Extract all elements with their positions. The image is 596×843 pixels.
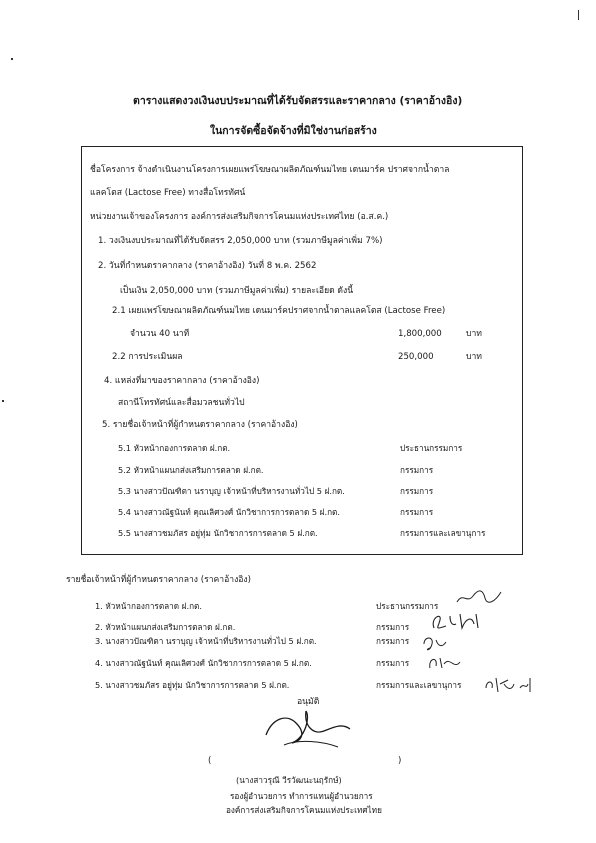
item-2-1-label: 2.1 เผยแพร่โฆษณาผลิตภัณฑ์นมไทย เดนมาร์คปราศจากน้ำตาลแลคโตส (Lactose Free): [112, 306, 446, 316]
signatory-role: กรรมการ: [376, 658, 410, 668]
committee-member-role: กรรมการ: [400, 507, 434, 517]
open-paren: (: [208, 756, 212, 766]
item-2-1-sub: จำนวน 40 นาที: [130, 329, 190, 339]
approval-label: อนุมัติ: [297, 697, 320, 707]
signatory-role: กรรมการ: [376, 622, 410, 632]
committee-member-name: 5.4 นางสาวณัฐนันท์ คุณเลิศวงศ์ นักวิชาการการตลาด 5 ฝ.กต.: [118, 507, 340, 517]
close-paren: ): [398, 756, 402, 766]
committee-heading: 5. รายชื่อเจ้าหน้าที่ผู้กำหนดราคากลาง (ราคาอ้างอิง): [102, 420, 298, 430]
price-amount-line: เป็นเงิน 2,050,000 บาท (รวมภาษีมูลค่าเพิ่ม) รายละเอียด ดังนี้: [120, 286, 354, 296]
signatory-name: 5. นางสาวชมภัสร อยู่ทุ่ม นักวิชาการการตลาด 5 ฝ.กต.: [95, 680, 290, 690]
scan-speck: [11, 58, 13, 60]
signatory-role: กรรมการ: [376, 636, 410, 646]
price-source-value: สถานีโทรทัศน์และสื่อมวลชนทั่วไป: [118, 398, 245, 408]
signatory-name: 3. นางสาวปัณฑิตา นราบุญ เจ้าหน้าที่บริหารงานทั่วไป 5 ฝ.กต.: [95, 636, 317, 646]
item-2-2-value: 250,000: [398, 352, 434, 362]
committee-member-role: ประธานกรรมการ: [400, 443, 463, 453]
committee-member-role: กรรมการ: [400, 486, 434, 496]
signature-mark-member-3: [420, 632, 450, 652]
document-subtitle: ในการจัดซื้อจัดจ้างที่มิใช่งานก่อสร้าง: [210, 125, 377, 137]
approver-organization: องค์การส่งเสริมกิจการโคนมแห่งประเทศไทย: [226, 805, 382, 815]
signatory-name: 2. หัวหน้าแผนกส่งเสริมการตลาด ฝ.กต.: [95, 622, 236, 632]
signatory-role: กรรมการและเลขานุการ: [376, 680, 462, 690]
approver-signature: [262, 705, 354, 751]
price-date-line: 2. วันที่กำหนดราคากลาง (ราคาอ้างอิง) วันที่ 8 พ.ค. 2562: [98, 261, 317, 271]
signatory-role: ประธานกรรมการ: [376, 601, 439, 611]
committee-member-name: 5.3 นางสาวปัณฑิตา นราบุญ เจ้าหน้าที่บริหารงานทั่วไป 5 ฝ.กต.: [118, 486, 345, 496]
budget-line: 1. วงเงินงบประมาณที่ได้รับจัดสรร 2,050,000 บาท (รวมภาษีมูลค่าเพิ่ม 7%): [98, 236, 383, 246]
committee-member-role: กรรมการและเลขานุการ: [400, 528, 486, 538]
project-name-line1: ชื่อโครงการ จ้างดำเนินงานโครงการเผยแพร่โฆษณาผลิตภัณฑ์นมไทย เดนมาร์ค ปราศจากน้ำตาล: [90, 165, 450, 175]
committee-member-name: 5.1 หัวหน้ากองการตลาด ฝ.กต.: [118, 443, 231, 453]
committee-member-role: กรรมการ: [400, 465, 434, 475]
price-source-heading: 4. แหล่งที่มาของราคากลาง (ราคาอ้างอิง): [104, 376, 260, 386]
document-title: ตารางแสดงวงเงินงบประมาณที่ได้รับจัดสรรและราคากลาง (ราคาอ้างอิง): [133, 95, 463, 107]
scan-speck: [2, 400, 4, 402]
project-name-line2: แลคโตส (Lactose Free) ทางสื่อโทรทัศน์: [90, 188, 246, 198]
item-2-1-unit: บาท: [466, 329, 482, 339]
approver-name: (นางสาวรุณี วีรวัฒนะนฤรักษ์): [236, 775, 342, 785]
signatories-heading: รายชื่อเจ้าหน้าที่ผู้กำหนดราคากลาง (ราคาอ้างอิง): [66, 575, 251, 585]
scan-speck: [578, 10, 579, 20]
item-2-1-value: 1,800,000: [398, 329, 442, 339]
signature-mark-secretary: [482, 674, 534, 696]
committee-member-name: 5.5 นางสาวชมภัสร อยู่ทุ่ม นักวิชาการการตลาด 5 ฝ.กต.: [118, 528, 318, 538]
signature-mark-member-2: [428, 610, 486, 632]
signatory-name: 4. นางสาวณัฐนันท์ คุณเลิศวงศ์ นักวิชาการการตลาด 5 ฝ.กต.: [95, 658, 312, 668]
signature-mark-member-4: [426, 652, 462, 672]
approver-title: รองผู้อำนวยการ ทำการแทนผู้อำนวยการ: [230, 791, 373, 801]
agency-line: หน่วยงานเจ้าของโครงการ องค์การส่งเสริมกิจการโคนมแห่งประเทศไทย (อ.ส.ค.): [90, 212, 389, 222]
signatory-name: 1. หัวหน้ากองการตลาด ฝ.กต.: [95, 601, 202, 611]
signature-mark-chair: [455, 588, 503, 606]
item-2-2-label: 2.2 การประเมินผล: [112, 352, 183, 362]
item-2-2-unit: บาท: [466, 352, 482, 362]
committee-member-name: 5.2 หัวหน้าแผนกส่งเสริมการตลาด ฝ.กต.: [118, 465, 264, 475]
